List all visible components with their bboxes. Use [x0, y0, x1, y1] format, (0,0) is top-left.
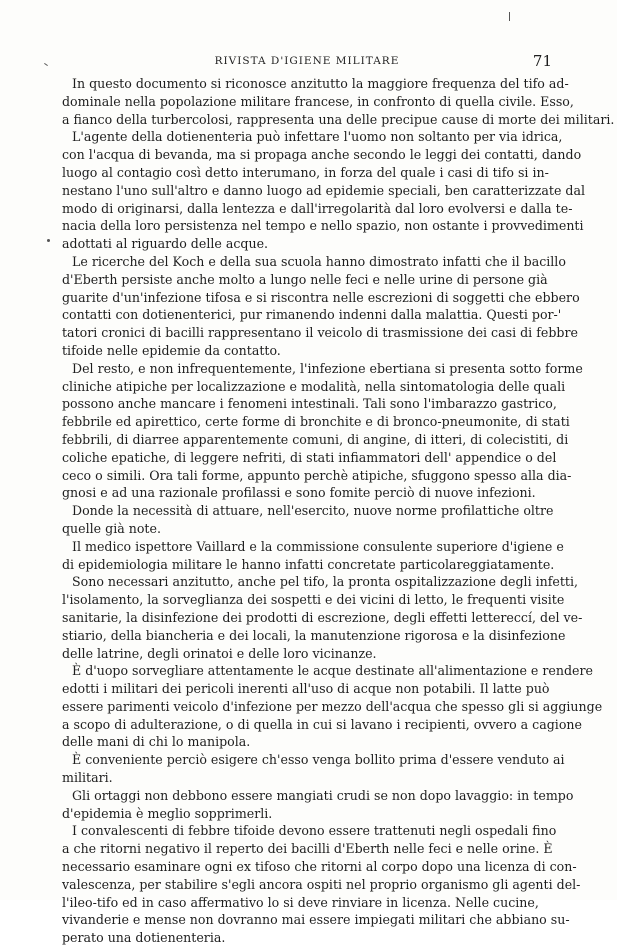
text-line: ceco o simili. Ora tali forme, appunto perchè atipiche, sfuggono spesso alla dia- — [62, 467, 572, 483]
text-line: adottati al riguardo delle acque. — [62, 236, 269, 252]
text-line: vivanderie e mense non dovranno mai essere impiegati militari che abbiano su- — [62, 912, 570, 928]
text-line: d'Eberth persiste anche molto a lungo nelle feci e nelle urine di persone già — [62, 271, 548, 287]
text-line: essere parimenti veicolo d'infezione per mezzo dell'acqua che spesso gli si aggiunge — [62, 698, 603, 714]
page-header — [62, 52, 552, 70]
text-line: con l'acqua di bevanda, ma si propaga anche secondo le leggi dei contatti, dando — [62, 147, 582, 163]
text-line: Il medico ispettore Vaillard e la commissione consulente superiore d'igiene e — [72, 538, 564, 554]
text-line: sanitarie, la disinfezione dei prodotti di escrezione, degli effetti lettereccí, del ve- — [62, 609, 583, 625]
text-line: a fianco della turbercolosi, rappresenta una delle precipue cause di morte dei militari. — [62, 111, 615, 127]
text-line: cliniche atipiche per localizzazione e modalità, nella sintomatologia delle quali — [62, 378, 566, 394]
text-line: Gli ortaggi non debbono essere mangiati crudi se non dopo lavaggio: in tempo — [72, 787, 574, 803]
text-line: modo di originarsi, dalla lentezza e dall'irregolarità dal loro evolversi e dalla te- — [62, 200, 573, 216]
text-line: quelle già note. — [62, 520, 161, 536]
text-line: delle latrine, degli orinatoi e delle loro vicinanze. — [62, 645, 377, 661]
text-line: Sono necessari anzitutto, anche pel tifo, la pronta ospitalizzazione degli infetti, — [72, 574, 579, 590]
text-line: È conveniente perciò esigere ch'esso venga bollito prima d'essere venduto ai — [72, 752, 565, 768]
text-line: perato una dotienenteria. — [62, 930, 226, 946]
text-line: contatti con dotienenterici, pur rimanendo indenni dalla malattia. Questi por-' — [62, 307, 562, 323]
scan-speck — [44, 63, 48, 66]
text-line: dominale nella popolazione militare francese, in confronto di quella civile. Esso, — [62, 93, 574, 109]
text-line: febbrili, di diarree apparentemente comuni, di angine, di itteri, di colecistiti, di — [62, 431, 569, 447]
text-line: stiario, della biancheria e dei locali, la manutenzione rigorosa e la disinfezione — [62, 627, 566, 643]
text-line: possono anche mancare i fenomeni intestinali. Tali sono l'imbarazzo gastrico, — [62, 396, 557, 412]
text-line: nacia della loro persistenza nel tempo e nello spazio, non ostante i provvedimenti — [62, 218, 584, 234]
text-line: militari. — [62, 770, 113, 786]
text-line: In questo documento si riconosce anzitutto la maggiore frequenza del tifo ad- — [72, 76, 569, 91]
text-line: coliche epatiche, di leggere nefriti, di stati infiammatori dell' appendice o del — [62, 449, 557, 465]
text-line: l'isolamento, la sorveglianza dei sospetti e dei vicini di letto, le frequenti visite — [62, 592, 565, 608]
text-line: necessario esaminare ogni ex tifoso che ritorni al corpo dopo una licenza di con- — [62, 859, 577, 875]
page-number: 71 — [532, 52, 552, 70]
text-line: Del resto, e non infrequentemente, l'infezione ebertiana si presenta sotto forme — [72, 360, 583, 376]
text-line: di epidemiologia militare le hanno infatti concretate particolareggiatamente. — [62, 556, 555, 572]
text-line: nestano l'uno sull'altro e danno luogo ad epidemie speciali, ben caratterizzate dal — [62, 182, 586, 198]
scan-speck — [47, 239, 50, 242]
text-line: guarite d'un'infezione tifosa e si riscontra nelle escrezioni di soggetti che ebbero — [62, 289, 580, 305]
text-line: febbrile ed apirettico, certe forme di bronchite e di bronco-pneumonite, di stati — [62, 414, 570, 430]
text-line: tatori cronici di bacilli rappresentano il veicolo di trasmissione dei casi di febbre — [62, 325, 578, 341]
text-line: l'ileo-tifo ed in caso affermativo lo si deve rinviare in licenza. Nelle cucine, — [62, 894, 539, 910]
text-line: luogo al contagio così detto interumano, in forza del quale i casi di tifo si in- — [62, 164, 549, 180]
text-line: d'epidemia è meglio sopprimerli. — [62, 805, 273, 821]
text-line: edotti i militari dei pericoli inerenti all'uso di acque non potabili. Il latte può — [62, 681, 550, 697]
text-line: tifoide nelle epidemie da contatto. — [62, 342, 281, 358]
text-line: I convalescenti di febbre tifoide devono essere trattenuti negli ospedali fino — [72, 823, 557, 839]
text-line: È d'uopo sorvegliare attentamente le acque destinate all'alimentazione e rendere — [72, 663, 593, 679]
text-line: a scopo di adulterazione, o di quella in cui si lavano i recipienti, ovvero a cagione — [62, 716, 582, 732]
scan-speck — [509, 12, 510, 21]
text-line: a che ritorni negativo il reperto dei bacilli d'Eberth nelle feci e nelle orine. È — [62, 841, 553, 857]
text-line: gnosi e ad una razionale profilassi e sono fomite perciò di nuove infezioni. — [62, 485, 536, 501]
text-line: L'agente della dotienenteria può infettare l'uomo non soltanto per via idrica, — [72, 129, 563, 145]
text-line: Le ricerche del Koch e della sua scuola hanno dimostrato infatti che il bacillo — [72, 253, 566, 269]
text-line: Donde la necessità di attuare, nell'esercito, nuove norme profilattiche oltre — [72, 503, 554, 519]
running-title: RIVISTA D'IGIENE MILITARE — [214, 55, 400, 67]
text-line: valescenza, per stabilire s'egli ancora ospiti nel proprio organismo gli agenti del- — [62, 876, 581, 892]
text-line: delle mani di chi lo manipola. — [62, 734, 251, 750]
body-text — [62, 75, 615, 947]
